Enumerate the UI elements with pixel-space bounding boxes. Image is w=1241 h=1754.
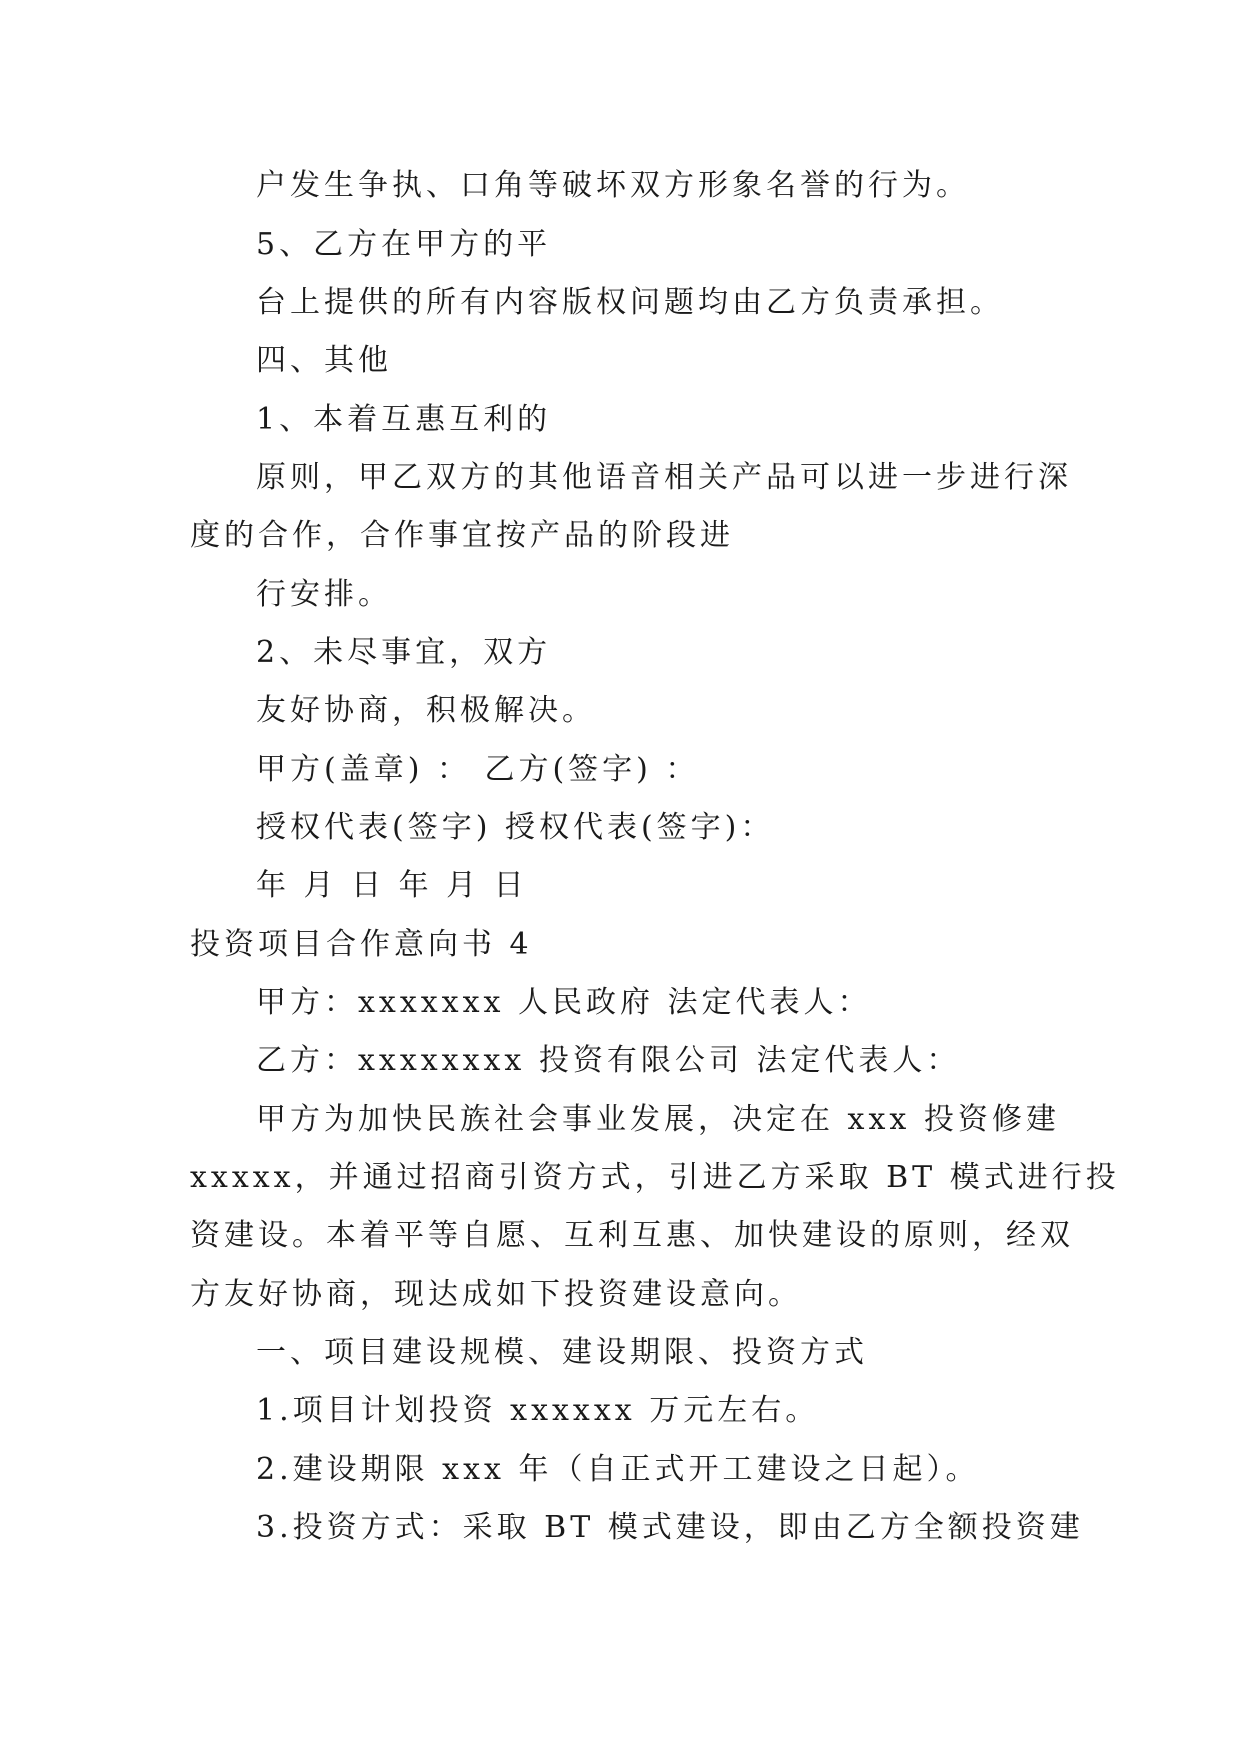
- section-heading: 四、其他: [256, 343, 392, 378]
- signature-line: 甲方(盖章) ： 乙方(签字) ：: [256, 752, 700, 787]
- document-title: 投资项目合作意向书 4: [190, 927, 533, 962]
- text-line: 友好协商，积极解决。: [256, 693, 596, 728]
- signature-line: 授权代表(签字) 授权代表(签字)：: [256, 810, 775, 845]
- date-line: 年 月 日 年 月 日: [256, 868, 528, 903]
- text-line: 1、本着互惠互利的: [256, 402, 552, 437]
- text-line: xxxxx，并通过招商引资方式，引进乙方采取 BT 模式进行投: [190, 1160, 1120, 1195]
- text-line: 行安排。: [256, 577, 392, 612]
- text-line: 3.投资方式：采取 BT 模式建设，即由乙方全额投资建: [256, 1510, 1084, 1545]
- text-line: 度的合作，合作事宜按产品的阶段进: [190, 518, 734, 553]
- party-a-line: 甲方：xxxxxxx 人民政府 法定代表人：: [256, 985, 872, 1020]
- text-line: 资建设。本着平等自愿、互利互惠、加快建设的原则，经双: [190, 1218, 1074, 1253]
- text-line: 1.项目计划投资 xxxxxx 万元左右。: [256, 1393, 820, 1428]
- text-line: 5、乙方在甲方的平: [256, 227, 552, 262]
- party-b-line: 乙方：xxxxxxxx 投资有限公司 法定代表人：: [256, 1043, 961, 1078]
- text-line: 2.建设期限 xxx 年（自正式开工建设之日起）。: [256, 1452, 980, 1487]
- section-heading: 一、项目建设规模、建设期限、投资方式: [256, 1335, 868, 1370]
- text-line: 甲方为加快民族社会事业发展，决定在 xxx 投资修建: [256, 1102, 1060, 1137]
- text-line: 原则，甲乙双方的其他语音相关产品可以进一步进行深: [256, 460, 1072, 495]
- text-line: 方友好协商，现达成如下投资建设意向。: [190, 1277, 802, 1312]
- text-line: 台上提供的所有内容版权问题均由乙方负责承担。: [256, 285, 1004, 320]
- text-line: 2、未尽事宜，双方: [256, 635, 552, 670]
- text-line: 户发生争执、口角等破坏双方形象名誉的行为。: [256, 168, 970, 203]
